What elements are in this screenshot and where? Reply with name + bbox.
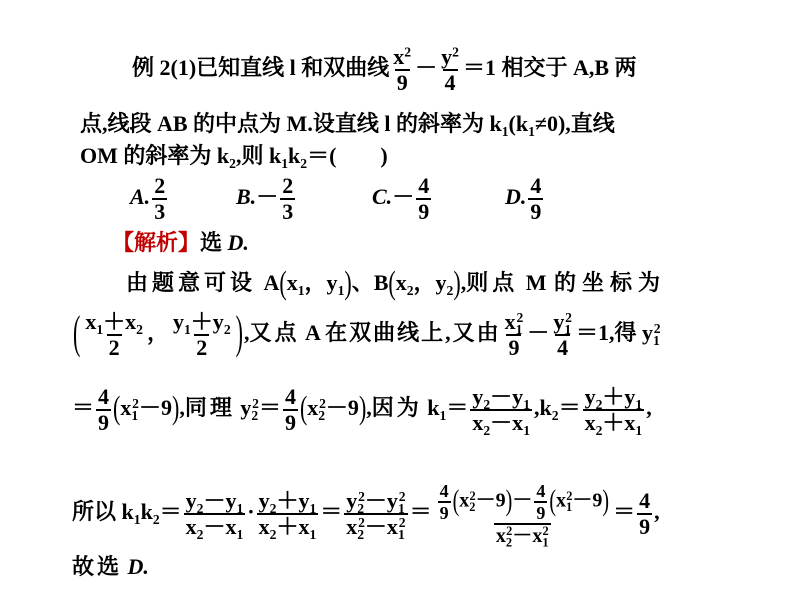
fraction-y2-4: $\frac{y^2}{4}$ <box>441 44 459 95</box>
question-text-line3-mid: ,则 k <box>235 143 282 168</box>
product-frac-2: $\frac{y_2+y_1}{x_2+x_1}$ <box>258 488 317 542</box>
option-d-fraction: $\frac{4}{9}$ <box>530 173 542 224</box>
analysis-answer: D. <box>227 230 249 255</box>
question-text-b: 相交于 A,B 两 <box>501 55 637 81</box>
solution-line-4: 所以 $k_1k_2=$ $\frac{y_2-y_1}{x_2-x_1}$ · $\frac{y_2+y_1}{x_2+x_1}$ ＝ $\frac{y_2^2-y_1^2}{x_2^2-x_1^2}$ ＝ $\frac{4}{9}$ $(x_2^2-9)-$ $\frac{4}{9}$ $(x_1^2-9)$ $x_2^2-x_1^2$ ＝ $\frac{4}{9}$ , <box>72 481 660 550</box>
squares-frac: $\frac{y_2^2-y_1^2}{x_2^2-x_1^2}$ <box>346 488 406 542</box>
solution-text-1a: 由题意可设 <box>126 270 257 295</box>
option-b[interactable] <box>236 175 297 223</box>
product-frac-1: $\frac{y_2-y_1}{x_2-x_1}$ <box>185 488 244 542</box>
fraction-x2-9: $\frac{x^2}{9}$ <box>393 44 412 95</box>
option-b-fraction: $\frac{2}{3}$ <box>282 173 294 224</box>
solution-text-2c: 得 <box>614 320 637 346</box>
big-fraction: $\frac{4}{9}$ $(x_2^2-9)-$ $\frac{4}{9}$ $(x_1^2-9)$ $x_2^2-x_1^2$ <box>439 481 610 550</box>
point-a: A <box>304 320 320 346</box>
solution-line-1: 由题意可设 $A(x_1$，$y_1$)、$B(x_2$，$y_2$),则点 M 的坐标为 <box>126 263 666 301</box>
question-line-2: 点,线段 AB 的中点为 M.设直线 l 的斜率为 $k_1(k_1\ne 0)$,直线 <box>80 111 615 139</box>
option-b-letter: B. <box>236 184 257 210</box>
option-c-letter: C. <box>372 184 393 210</box>
solution-text-4a: 所以 <box>72 499 117 525</box>
solution-line-5 <box>72 556 149 578</box>
result-4-9: $\frac{4}{9}$ <box>639 488 651 539</box>
slope-k2: $\frac{y_2+y_1}{x_2+x_1}$ <box>584 384 643 438</box>
point-m: M <box>525 270 547 295</box>
midpoint-y: $\frac{y_1+y_2}{2}$ <box>172 309 231 360</box>
question-text-line2: 点,线段 AB 的中点为 M.设直线 l 的斜率为 k <box>80 111 502 136</box>
option-a[interactable] <box>130 175 169 223</box>
option-c[interactable] <box>372 175 433 223</box>
option-a-fraction: $\frac{2}{3}$ <box>154 173 166 224</box>
analysis-tag: 【解析】 <box>112 230 201 255</box>
solution-text-2a: 又点 <box>249 320 300 346</box>
analysis-text: 选 <box>200 230 223 255</box>
slope-k1: $\frac{y_2-y_1}{x_2-x_1}$ <box>472 384 530 438</box>
fraction-y1sq-4: $\frac{y_1^2}{4}$ <box>553 309 572 360</box>
question-text-a: 已知直线 l 和双曲线 <box>196 55 390 81</box>
fraction-4-9-b: $\frac{4}{9}$ <box>284 384 296 435</box>
fraction-x1sq-9: $\frac{x_1^2}{9}$ <box>504 309 524 360</box>
option-c-fraction: $\frac{4}{9}$ <box>418 173 430 224</box>
minus-sign: － <box>415 55 438 81</box>
analysis-line <box>112 232 249 254</box>
answer-blank: ＝( ) <box>307 143 388 168</box>
example-label: 例 2 <box>132 55 171 81</box>
solution-line-2: ( $\frac{x_1+x_2}{2}$ ， $\frac{y_1+y_2}{2}$ ),又点 A 在双曲线上,又由 $\frac{x_1^2}{9}$ － $\frac{y_1^2}{4}$ ＝1,得 $y_1^2$ <box>73 305 661 360</box>
final-answer: D. <box>127 554 149 579</box>
option-b-sign: － <box>256 184 279 210</box>
part-label: (1) <box>170 55 197 81</box>
question-text-line2-tail: (k <box>508 111 529 136</box>
solution-text-5a: 故选 <box>72 554 123 579</box>
solution-text-1b: 则点 <box>466 270 519 295</box>
option-d[interactable] <box>505 175 545 223</box>
fraction-4-9: $\frac{4}{9}$ <box>98 384 110 435</box>
solution-text-1c: 的坐标为 <box>553 270 666 295</box>
question-line-1 <box>132 46 637 94</box>
option-a-letter: A. <box>130 184 151 210</box>
midpoint-x: $\frac{x_1+x_2}{2}$ <box>85 309 143 360</box>
question-text-line2-end: ≠0),直线 <box>534 111 615 136</box>
solution-line-3: ＝ $\frac{4}{9}$ $(x_1^2-9)$,同理 $y_2^2=$ $\frac{4}{9}$ $(x_2^2-9)$,因为 $k_1=$ $\frac{y_2-y_1}{x_2-x_1}$ $,k_2=$ $\frac{y_2+y_1}{x_2+x_1}$ , <box>72 384 652 438</box>
option-c-sign: － <box>392 184 415 210</box>
question-text-line3: OM 的斜率为 k <box>80 143 230 168</box>
solution-text-3b: 因为 <box>371 395 422 421</box>
equals-one: ＝1 <box>462 55 496 81</box>
solution-text-3a: 同理 <box>184 395 235 421</box>
solution-text-2b: 在双曲线上,又由 <box>325 320 501 346</box>
option-d-letter: D. <box>505 184 527 210</box>
question-line-3: OM 的斜率为 $k_2$,则 $k_1k_2=$( ) <box>80 143 388 171</box>
